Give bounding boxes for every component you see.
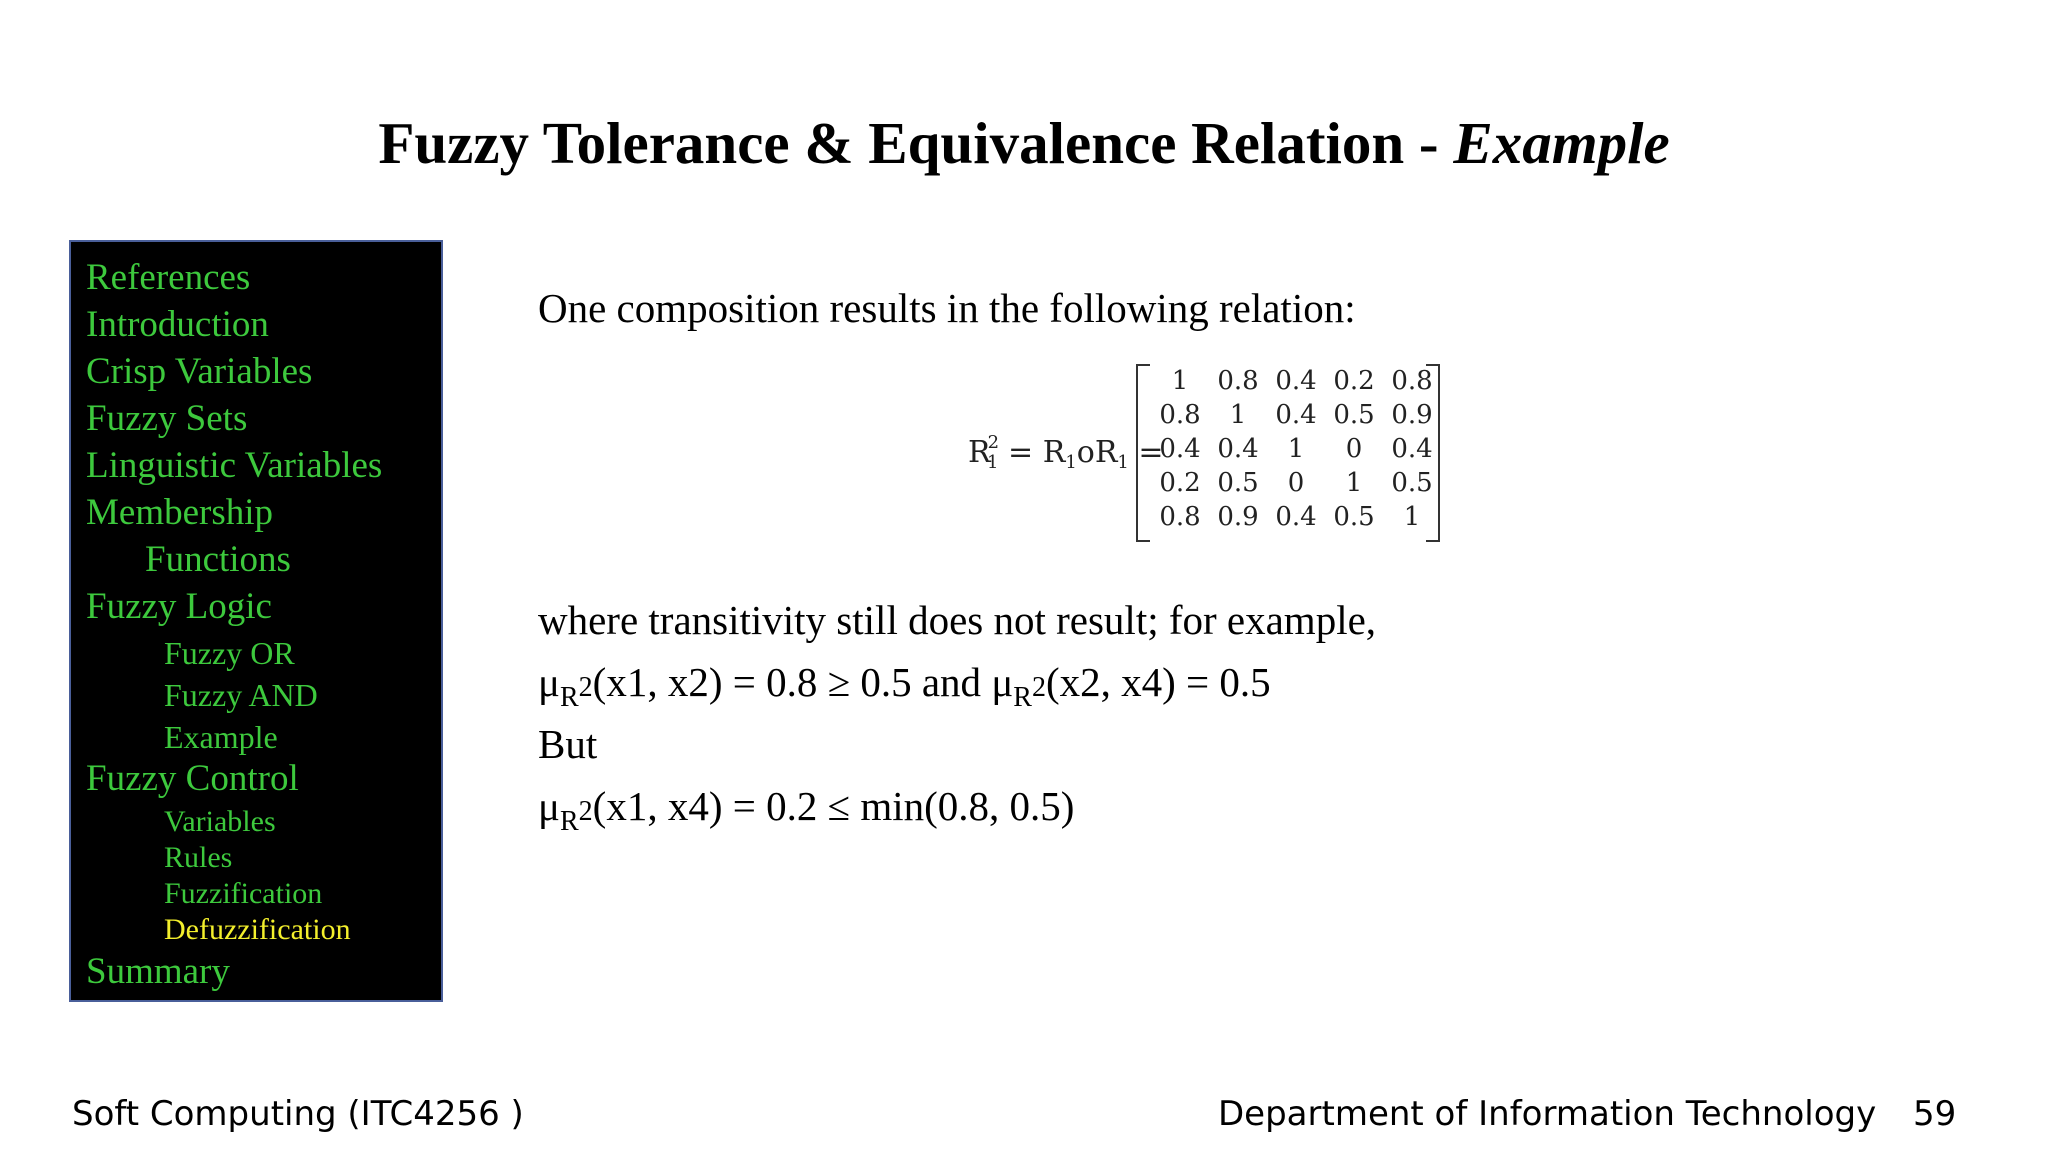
matrix-cell: 0.5 bbox=[1217, 468, 1259, 498]
matrix-cell: 0.5 bbox=[1333, 502, 1375, 532]
matrix-cell: 0.2 bbox=[1159, 468, 1201, 498]
toc-panel bbox=[69, 240, 443, 1002]
matrix-cell: 0.9 bbox=[1217, 502, 1259, 532]
relation-matrix bbox=[968, 360, 1448, 544]
toc-item-variables[interactable]: Variables bbox=[164, 805, 276, 838]
toc-item-fuzzy-or[interactable]: Fuzzy OR bbox=[164, 635, 295, 671]
matrix-cell: 0.9 bbox=[1391, 400, 1433, 430]
intro-text: One composition results in the following relation: bbox=[538, 285, 1356, 331]
matrix-label: $R^2_1 = R_1oR_1$ = bbox=[968, 432, 1164, 473]
matrix-cell: 0.4 bbox=[1217, 434, 1259, 464]
matrix-bracket-left bbox=[1136, 364, 1150, 542]
matrix-cell: 1 bbox=[1403, 502, 1421, 532]
min-example-line: $\mu_R2(x1$, x4) = 0.2 ≤ min(0.8, 0.5) bbox=[538, 783, 1075, 837]
matrix-cell: 0.4 bbox=[1391, 434, 1433, 464]
matrix-cell: 0.5 bbox=[1391, 468, 1433, 498]
toc-item-membership[interactable]: Membership bbox=[86, 492, 274, 533]
matrix-cell: 1 bbox=[1229, 400, 1247, 430]
transitivity-line: where transitivity still does not result; for example, bbox=[538, 597, 1377, 643]
toc-item-example[interactable]: Example bbox=[164, 719, 278, 755]
toc-item-functions[interactable]: Functions bbox=[145, 539, 291, 580]
toc-item-linguistic-variables[interactable]: Linguistic Variables bbox=[86, 445, 383, 486]
toc-item-introduction[interactable]: Introduction bbox=[86, 304, 269, 345]
footer-course: Soft Computing (ITC4256 ) bbox=[72, 1094, 524, 1134]
slide-title-main: Fuzzy Tolerance & Equivalence Relation - bbox=[378, 110, 1454, 176]
matrix-cell: 0.8 bbox=[1391, 366, 1433, 396]
matrix-cell: 1 bbox=[1345, 468, 1363, 498]
matrix-cell: 0.4 bbox=[1275, 400, 1317, 430]
toc-item-fuzzy-and[interactable]: Fuzzy AND bbox=[164, 677, 318, 713]
matrix-cell: 1 bbox=[1287, 434, 1305, 464]
matrix-cell: 0.4 bbox=[1275, 366, 1317, 396]
but-line: But bbox=[538, 721, 598, 767]
toc-item-references[interactable]: References bbox=[86, 257, 251, 298]
toc-item-crisp-variables[interactable]: Crisp Variables bbox=[86, 351, 313, 392]
matrix-cell: 0.8 bbox=[1217, 366, 1259, 396]
matrix-cell: 0.5 bbox=[1333, 400, 1375, 430]
toc-item-rules[interactable]: Rules bbox=[164, 841, 233, 874]
matrix-cell: 0.8 bbox=[1159, 400, 1201, 430]
matrix-cell: 1 bbox=[1171, 366, 1189, 396]
matrix-cell: 0.2 bbox=[1333, 366, 1375, 396]
footer-page-number: 59 bbox=[1913, 1094, 1957, 1134]
membership-example-line: $\mu_R2(x1$, x2) = 0.8 ≥ 0.5 and $\mu_R2(x2$, x4) = 0.5 bbox=[538, 659, 1271, 713]
matrix-cell: 0 bbox=[1345, 434, 1363, 464]
slide-title bbox=[0, 108, 2048, 178]
matrix-cell: 0.4 bbox=[1159, 434, 1201, 464]
toc-item-fuzzification[interactable]: Fuzzification bbox=[164, 877, 323, 910]
toc-item-summary[interactable]: Summary bbox=[86, 951, 230, 992]
matrix-cell: 0.4 bbox=[1275, 502, 1317, 532]
matrix-cell: 0.8 bbox=[1159, 502, 1201, 532]
slide-title-italic: Example bbox=[1453, 110, 1670, 176]
footer-department: Department of Information Technology bbox=[1218, 1094, 1877, 1134]
toc-item-fuzzy-sets[interactable]: Fuzzy Sets bbox=[86, 398, 248, 439]
matrix-cell: 0 bbox=[1287, 468, 1305, 498]
toc-item-fuzzy-logic[interactable]: Fuzzy Logic bbox=[86, 586, 272, 627]
toc-item-fuzzy-control[interactable]: Fuzzy Control bbox=[86, 758, 299, 799]
toc-item-defuzzification[interactable]: Defuzzification bbox=[164, 913, 351, 946]
